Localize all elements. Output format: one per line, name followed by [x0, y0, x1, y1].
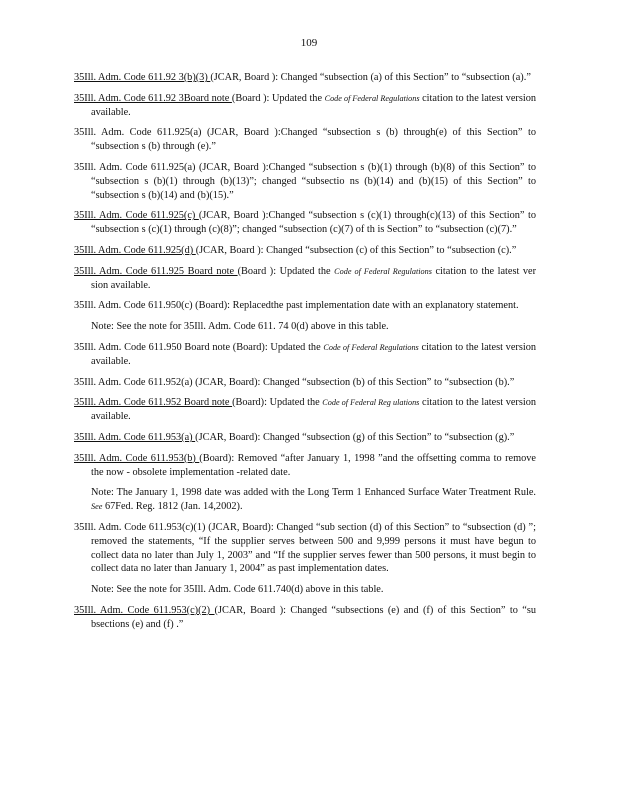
- section-citation: 35Ill. Adm. Code 611.92 3Board note: [74, 92, 232, 104]
- section-citation: 35Ill. Adm. Code 611.925(c): [74, 210, 199, 222]
- entry-text: 35Ill. Adm. Code 611.953(c)(1) (JCAR, Board): Changed “sub section (d) of this Section” to “subsection (d) ”; removed the statements, “If the supplier serves between 500 and 9,999 persons it must have begun to collect data no later than July 1, 2003” and “If the supplier serves fewer than 500 persons, it must begin to collect data no later than January 1, 2004” as past implementation dates.: [74, 521, 536, 575]
- amendment-entry: [74, 161, 536, 202]
- entry-text: 35Ill. Adm. Code 611.950(c) (Board): Replacedthe past implementation date with an explanatory statement.: [74, 300, 519, 312]
- amendment-entry: [74, 265, 536, 293]
- section-citation: 35Ill. Adm. Code 611.952 Board note: [74, 397, 233, 409]
- section-citation: 35Ill. Adm. Code 611.953(b): [74, 452, 200, 464]
- entry-text-continued: citation to the latest ver sion available.: [91, 265, 537, 291]
- amendment-list: [74, 71, 536, 639]
- entry-text: (JCAR, Board ): Changed “subsection (c) of this Section” to “subsection (c).”: [195, 244, 517, 256]
- table-note: [91, 486, 536, 514]
- amendment-entry: [74, 244, 536, 258]
- entry-text: (Board): Removed “after January 1, 1998 ”and the offsetting comma to remove the now - obsolete implementation -related date.: [91, 452, 536, 478]
- amendment-entry: [74, 92, 536, 120]
- publication-title: See: [91, 502, 103, 512]
- amendment-entry: [74, 452, 536, 480]
- publication-title: Code of Federal Reg ulations: [322, 398, 420, 408]
- entry-text: (JCAR, Board ):Changed “subsection s (c)(1) through(c)(13) of this Section” to “subsection s (c)(1) through (c)(8)”; changed “subsection (c)(7) of th is Section” to “subsection (c)(7).”: [91, 210, 537, 236]
- entry-text: Note: The January 1, 1998 date was added with the Long Term 1 Enhanced Surface Water Treatment Rule.: [91, 487, 536, 499]
- section-citation: 35Ill. Adm. Code 611.925 Board note: [74, 265, 238, 277]
- publication-title: Code of Federal Regulations: [324, 93, 420, 103]
- page-number: 109: [300, 37, 318, 49]
- entry-text: 35Ill. Adm. Code 611.925(a) (JCAR, Board ):Changed “subsection s (b)(1) through (b)(8) of this Section” to “subsection s (b)(1) through (b)(13)”; changed “subsectio ns (b)(14) and (b)(15) of this Section” to “subsection s (b)(14) and (b)(15).”: [74, 161, 536, 201]
- entry-text: (JCAR, Board ): Changed “subsections (e) and (f) of this Section” to “su bsections (e) and (f) .”: [91, 604, 537, 630]
- amendment-entry: [74, 396, 536, 424]
- amendment-entry: [74, 376, 536, 390]
- amendment-entry: [74, 341, 536, 369]
- entry-text-continued: 67Fed. Reg. 1812 (Jan. 14,2002).: [102, 501, 243, 513]
- entry-text: 35Ill. Adm. Code 611.952(a) (JCAR, Board): Changed “subsection (b) of this Section” to “subsection (b).”: [74, 376, 515, 388]
- amendment-entry: [74, 126, 536, 154]
- entry-text: 35Ill. Adm. Code 611.950 Board note (Board): Updated the: [74, 341, 324, 353]
- table-note: [91, 583, 536, 597]
- section-citation: 35Ill. Adm. Code 611.953(c)(2): [74, 604, 215, 616]
- amendment-entry: [74, 521, 536, 576]
- entry-text-continued: citation to the latest version available.: [91, 341, 536, 367]
- entry-text-continued: citation to the latest version available.: [91, 397, 537, 423]
- publication-title: Code of Federal Regulations: [334, 266, 432, 276]
- section-citation: 35Ill. Adm. Code 611.953(a): [74, 431, 196, 443]
- amendment-entry: [74, 431, 536, 445]
- amendment-entry: [74, 299, 536, 313]
- entry-text: 35Ill. Adm. Code 611.925(a) (JCAR, Board ):Changed “subsection s (b) through(e) of this Section” to “subsection s (b) through (e).”: [74, 127, 536, 153]
- publication-title: Code of Federal Regulations: [323, 342, 419, 352]
- entry-text-continued: citation to the latest version available.: [91, 92, 536, 118]
- entry-text: (Board): Updated the: [232, 397, 323, 409]
- entry-text: Note: See the note for 35Ill. Adm. Code 611.740(d) above in this table.: [91, 584, 384, 596]
- entry-text: Note: See the note for 35Ill. Adm. Code 611. 74 0(d) above in this table.: [91, 321, 389, 333]
- entry-text: (Board ): Updated the: [237, 265, 335, 277]
- entry-text: (JCAR, Board ): Changed “subsection (a) of this Section” to “subsection (a).”: [210, 72, 531, 83]
- entry-text: (Board ): Updated the: [231, 92, 325, 104]
- amendment-entry: [74, 71, 536, 85]
- section-citation: 35Ill. Adm. Code 611.925(d): [74, 244, 196, 256]
- entry-text: (JCAR, Board): Changed “subsection (g) of this Section” to “subsection (g).”: [195, 431, 515, 443]
- section-citation: 35Ill. Adm. Code 611.92 3(b)(3): [74, 72, 211, 83]
- amendment-entry: [74, 209, 536, 237]
- amendment-entry: [74, 604, 536, 632]
- table-note: [91, 320, 536, 334]
